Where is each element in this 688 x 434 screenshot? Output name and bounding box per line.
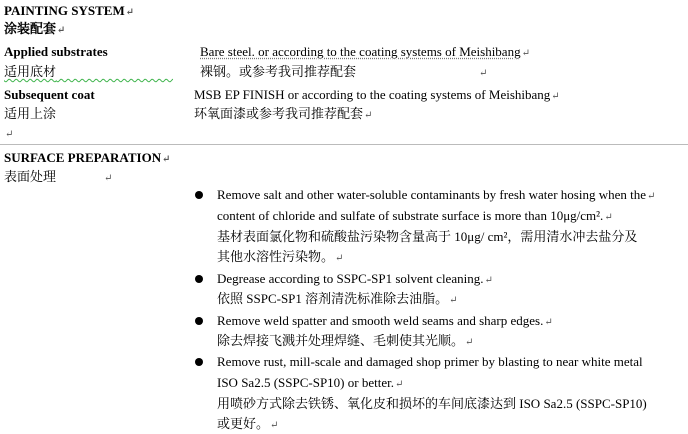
applied-substrates-value-cn: 裸钢。或参考我司推荐配套	[200, 64, 357, 79]
prep-item-1-cn-line-1: 基材表面氯化物和硫酸盐污染物含量高于 10μg/ cm²，需用清水冲去盐分及	[217, 229, 638, 244]
prep-item-4-cn-line-2: 或更好。↵	[217, 416, 279, 431]
subsequent-coat-value: MSB EP FINISH or according to the coating systems of Meishibang↵	[194, 87, 560, 102]
surface-preparation-title-cn: 表面处理	[4, 169, 57, 184]
painting-system-title-cn: 涂装配套↵	[4, 21, 66, 36]
bullet-icon	[195, 191, 203, 199]
prep-item-3-cn-line-1: 除去焊接飞溅并处理焊缝、毛刺使其光顺。↵	[217, 333, 474, 348]
applied-substrates-value: Bare steel. or according to the coating systems of Meishibang↵	[200, 44, 530, 59]
paragraph-mark: ↵	[5, 129, 14, 140]
surface-preparation-title: SURFACE PREPARATION↵	[4, 150, 171, 165]
subsequent-coat-value-cn: 环氧面漆或参考我司推荐配套↵	[194, 106, 373, 121]
painting-system-title: PAINTING SYSTEM↵	[4, 3, 135, 18]
prep-item-4-cn-line-1: 用喷砂方式除去铁锈、氧化皮和损坏的车间底漆达到 ISO Sa2.5 (SSPC-SP10)	[217, 396, 647, 411]
section-divider	[0, 144, 688, 145]
prep-item-1-en-line-1: Remove salt and other water-soluble contaminants by fresh water hosing when the↵	[217, 187, 656, 202]
prep-item-4-en-line-2: ISO Sa2.5 (SSPC-SP10) or better.↵	[217, 375, 404, 390]
prep-item-4-en-line-1: Remove rust, mill-scale and damaged shop primer by blasting to near white metal	[217, 354, 643, 369]
prep-item-2-en-line-1: Degrease according to SSPC-SP1 solvent cleaning.↵	[217, 271, 493, 286]
applied-substrates-label-cn: 适用底材	[4, 64, 57, 79]
applied-substrates-label: Applied substrates	[4, 44, 108, 59]
prep-item-2-cn-line-1: 依照 SSPC-SP1 溶剂清洗标准除去油脂。↵	[217, 291, 458, 306]
bullet-icon	[195, 275, 203, 283]
bullet-icon	[195, 317, 203, 325]
paragraph-mark: ↵	[104, 173, 113, 184]
subsequent-coat-label-cn: 适用上涂	[4, 106, 57, 121]
paragraph-mark: ↵	[479, 68, 488, 79]
prep-item-1-cn-line-2: 其他水溶性污染物。↵	[217, 249, 344, 264]
prep-item-1-en-line-2: content of chloride and sulfate of substrate surface is more than 10μg/cm².↵	[217, 208, 613, 223]
prep-item-3-en-line-1: Remove weld spatter and smooth weld seams and sharp edges.↵	[217, 313, 553, 328]
bullet-icon	[195, 358, 203, 366]
subsequent-coat-label: Subsequent coat	[4, 87, 95, 102]
